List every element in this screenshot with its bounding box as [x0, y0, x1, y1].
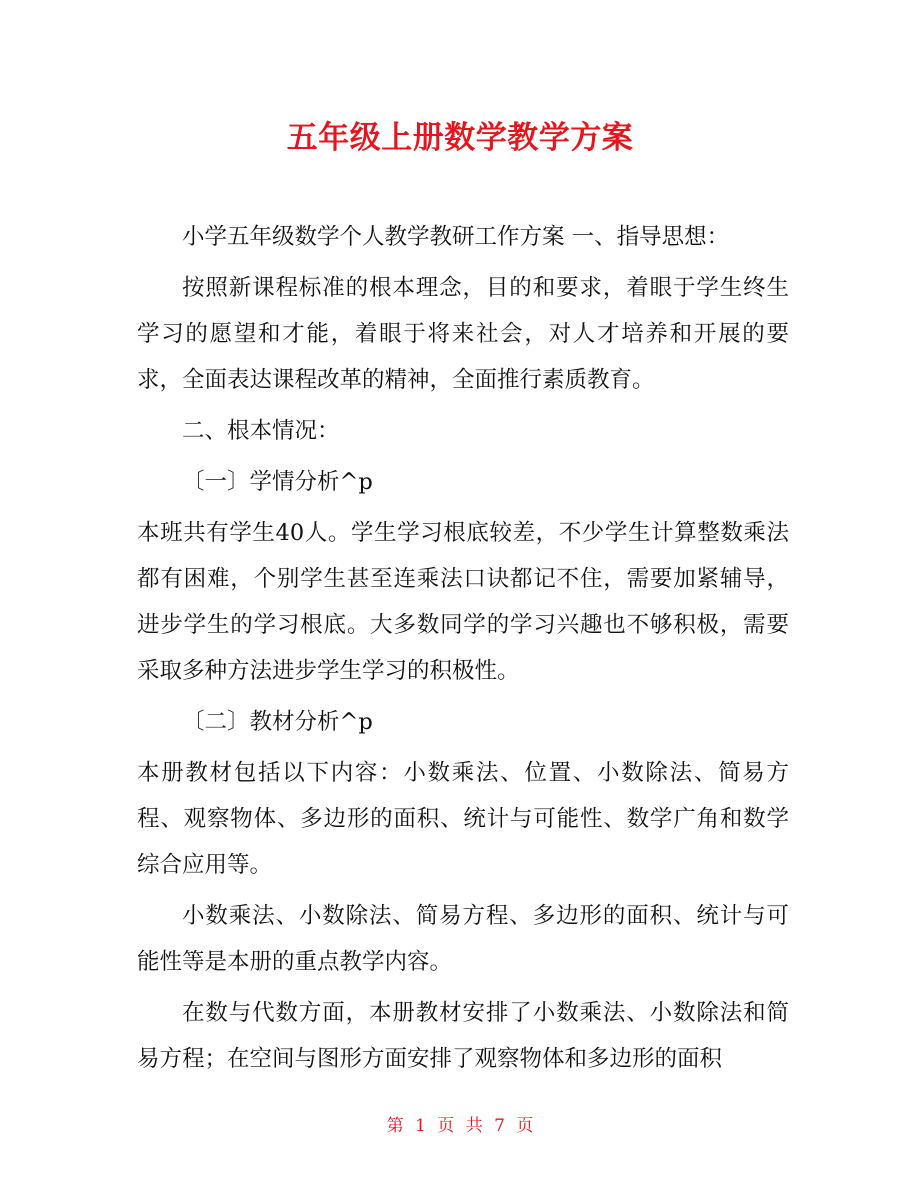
paragraph-intro: 小学五年级数学个人教学教研工作方案 一、指导思想： [182, 224, 730, 250]
paragraph-number-algebra: 在数与代数方面，本册教材安排了小数乘法、小数除法和简易方程；在空间与图形方面安排了观察物体和多边形的面积 [137, 1000, 789, 1072]
paragraph-student-analysis: 本班共有学生40人。学生学习根底较差，不少学生计算整数乘法都有困难，个别学生甚至连乘法口诀都记不住，需要加紧辅导，进步学生的学习根底。大多数同学的学习兴趣也不够积极，需要采取多种方法进步学生学习的积极性。 [137, 520, 789, 684]
heading-basic-situation: 二、根本情况： [182, 418, 340, 444]
paragraph-key-content: 小数乘法、小数除法、简易方程、多边形的面积、统计与可能性等是本册的重点教学内容。 [137, 903, 789, 975]
page-footer: 第 1 页 共 7 页 [386, 1116, 534, 1136]
paragraph-guiding-idea: 按照新课程标准的根本理念，目的和要求，着眼于学生终生学习的愿望和才能，着眼于将来社会，对人才培养和开展的要求，全面表达课程改革的精神，全面推行素质教育。 [137, 275, 789, 393]
document-title: 五年级上册数学教学方案 [286, 120, 634, 156]
paragraph-textbook-content: 本册教材包括以下内容：小数乘法、位置、小数除法、简易方程、观察物体、多边形的面积、统计与可能性、数学广角和数学综合应用等。 [137, 760, 789, 878]
heading-textbook-analysis: 〔二〕教材分析^p [182, 709, 373, 735]
document-body [137, 214, 789, 1087]
heading-student-analysis: 〔一〕学情分析^p [182, 469, 373, 495]
